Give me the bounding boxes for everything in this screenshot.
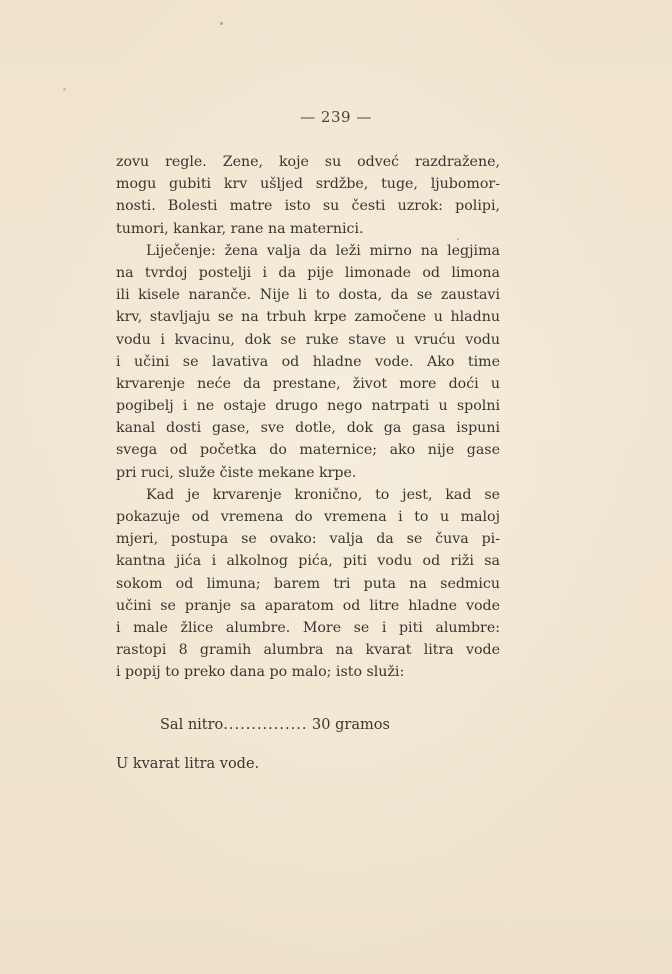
text-line: učini se pranje sa aparatom od litre hladne vode (116, 597, 500, 614)
recipe-ingredient: Sal nitro (160, 717, 224, 733)
text-line: i učini se lavativa od hladne vode. Ako time (116, 353, 500, 370)
text-line: Liječenje: žena valja da leži mirno na legjima (146, 242, 500, 259)
text-line: kanal dosti gase, sve dotle, dok ga gasa ispuni (116, 420, 500, 437)
text-line: kantna jića i alkolnog pića, piti vodu od riži sa (116, 553, 500, 570)
text-line: vodu i kvacinu, dok se ruke stave u vruću vodu (116, 331, 500, 348)
text-line: Kad je krvarenje kronično, to jest, kad se (146, 486, 500, 503)
text-line: i male žlice alumbre. More se i piti alumbre: (116, 619, 500, 636)
text-line: pokazuje od vremena do vremena i to u maloj (116, 509, 500, 525)
recipe-dots: ............... (223, 717, 308, 733)
recipe-amount: 30 gramos (312, 717, 390, 733)
text-line: rastopi 8 gramih alumbra na kvarat litra vode (116, 642, 500, 659)
recipe-line (160, 717, 390, 733)
text-line: i popij to preko dana po malo; isto služi: (116, 664, 405, 681)
text-line: krvarenje neće da prestane, život more doći u (116, 375, 500, 392)
text-line: nosti. Bolesti matre isto su česti uzrok: polipi, (116, 198, 500, 215)
body-text (116, 151, 500, 684)
closing-line: U kvarat litra vode. (116, 756, 260, 772)
text-line: sokom od limuna; barem tri puta na sedmicu (116, 575, 500, 592)
text-line: mogu gubiti krv ušljed srdžbe, tuge, ljubomor- (116, 176, 500, 193)
text-line: na tvrdoj postelji i da pije limonade od limona (116, 264, 500, 281)
paper-speck (63, 88, 66, 91)
page-number: — 239 — (300, 108, 372, 126)
text-line: krv, stavljaju se na trbuh krpe zamočene u hladnu (116, 309, 500, 326)
text-line: tumori, kankar, rane na maternici. (116, 220, 364, 237)
text-line: zovu regle. Zene, koje su odveć razdražene, (116, 154, 500, 170)
text-line: mjeri, postupa se ovako: valja da se čuva pi- (116, 531, 500, 548)
paper-speck (220, 22, 223, 25)
text-line: ili kisele naranče. Nije li to dosta, da se zaustavi (116, 287, 500, 304)
text-line: pri ruci, služe čiste mekane krpe. (116, 464, 357, 481)
text-line: pogibelj i ne ostaje drugo nego natrpati u spolni (116, 398, 500, 415)
text-line: svega od početka do maternice; ako nije gase (116, 442, 500, 459)
